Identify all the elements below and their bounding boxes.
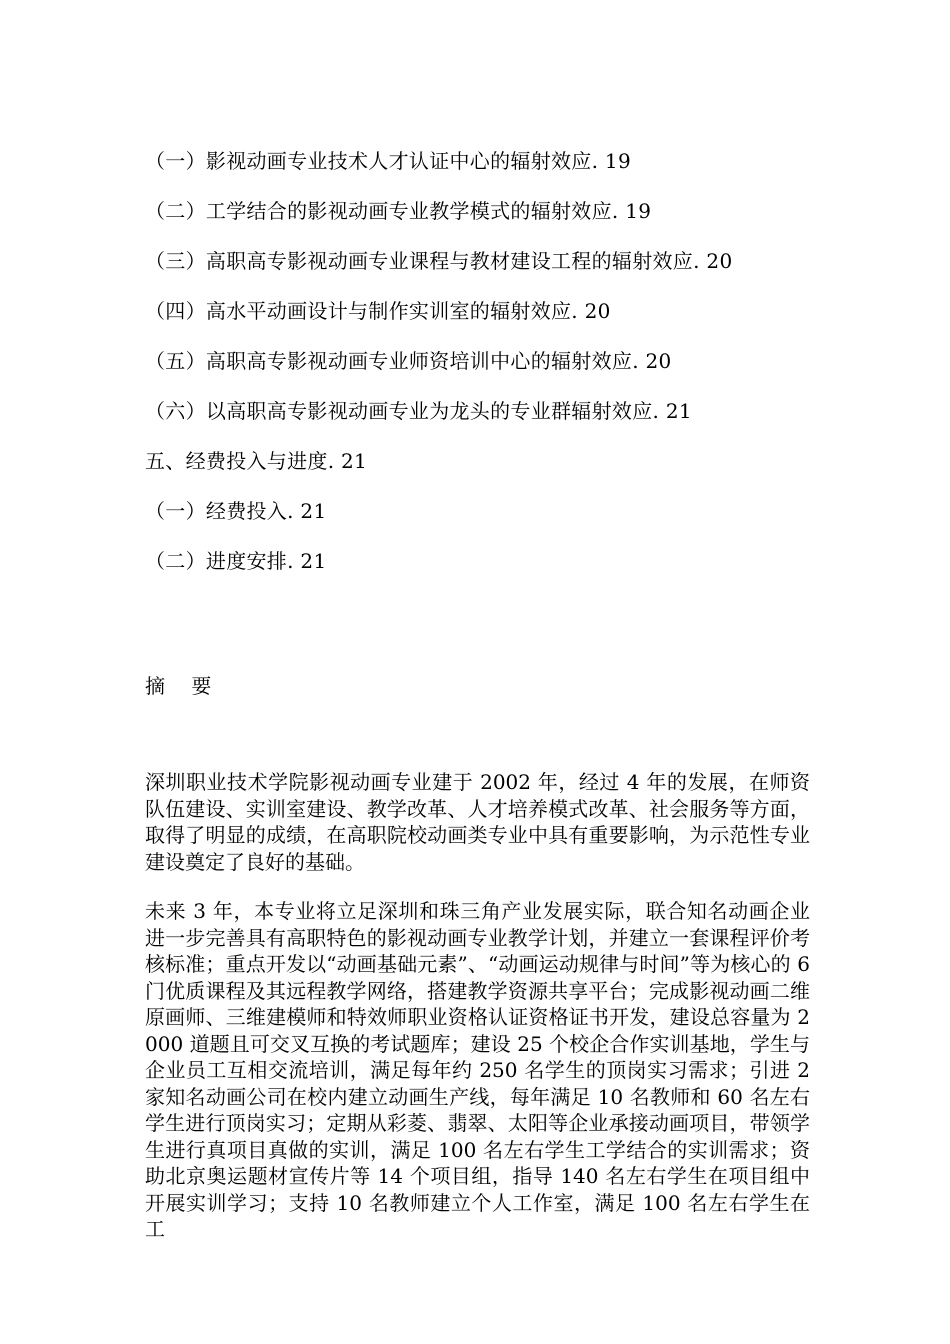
toc-item[interactable]: （二）进度安排. 21 bbox=[145, 549, 327, 573]
toc-item[interactable]: （三）高职高专影视动画专业课程与教材建设工程的辐射效应. 20 bbox=[145, 249, 733, 273]
toc-item[interactable]: （六）以高职高专影视动画专业为龙头的专业群辐射效应. 21 bbox=[145, 399, 692, 423]
table-of-contents bbox=[145, 143, 805, 593]
abstract-paragraph: 未来 3 年，本专业将立足深圳和珠三角产业发展实际，联合知名动画企业进一步完善具有高职特色的影视动画专业教学计划，并建立一套课程评价考核标准；重点开发以“动画基础元素”、“动画运动规律与时间”等为核心的 6 门优质课程及其远程教学网络，搭建教学资源共享平台；完成影视动画二维原画师、三维建模师和特效师职业资格认证资格证书开发，建设总容量为 2000 道题且可交叉互换的考试题库；建设 25 个校企合作实训基地，学生与企业员工互相交流培训，满足每年约 250 名学生的顶岗实习需求；引进 2 家知名动画公司在校内建立动画生产线，每年满足 10 名教师和 60 名左右学生进行顶岗实习；定期从彩菱、翡翠、太阳等企业承接动画项目，带领学生进行真项目真做的实训，满足 100 名左右学生工学结合的实训需求；资助北京奥运题材宣传片等 14 个项目组，指导 140 名左右学生在项目组中开展实训学习；支持 10 名教师建立个人工作室，满足 100 名左右学生在工 bbox=[145, 899, 810, 1241]
toc-item[interactable]: （五）高职高专影视动画专业师资培训中心的辐射效应. 20 bbox=[145, 349, 672, 373]
toc-item[interactable]: （一）影视动画专业技术人才认证中心的辐射效应. 19 bbox=[145, 149, 631, 173]
toc-item[interactable]: 五、经费投入与进度. 21 bbox=[145, 449, 368, 473]
toc-item[interactable]: （二）工学结合的影视动画专业教学模式的辐射效应. 19 bbox=[145, 199, 652, 223]
abstract-heading: 摘 要 bbox=[145, 674, 222, 698]
toc-item[interactable]: （四）高水平动画设计与制作实训室的辐射效应. 20 bbox=[145, 299, 611, 323]
abstract-paragraph: 深圳职业技术学院影视动画专业建于 2002 年，经过 4 年的发展，在师资队伍建设、实训室建设、教学改革、人才培养模式改革、社会服务等方面，取得了明显的成绩，在高职院校动画类专业中具有重要影响，为示范性专业建设奠定了良好的基础。 bbox=[145, 770, 810, 874]
toc-item[interactable]: （一）经费投入. 21 bbox=[145, 499, 327, 523]
